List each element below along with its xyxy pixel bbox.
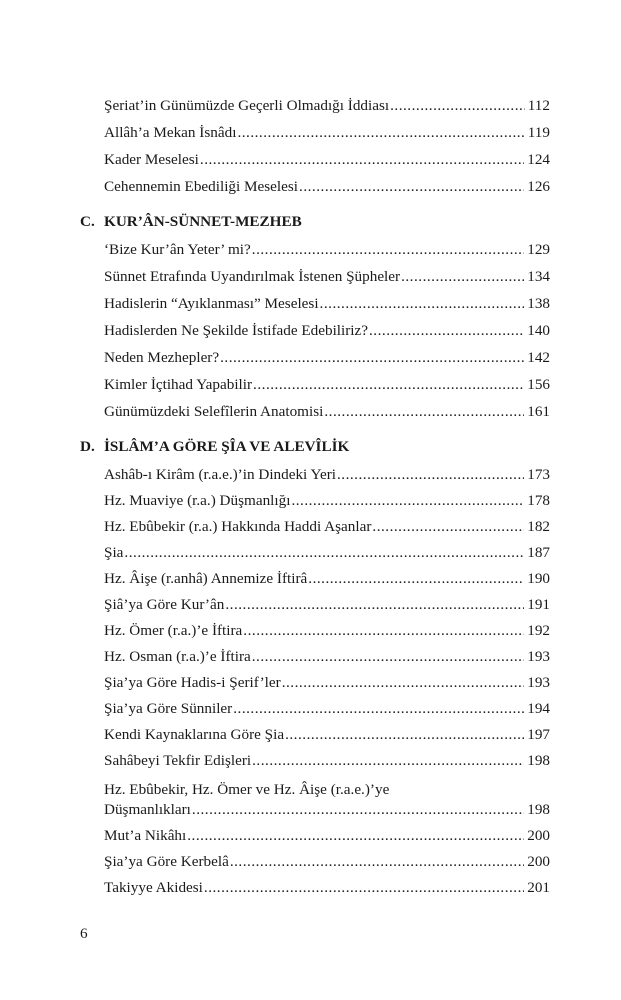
toc-entry[interactable] <box>104 267 550 286</box>
toc-entry-title: Düşmanlıkları <box>104 801 191 818</box>
toc-entry[interactable] <box>104 150 550 169</box>
toc-leader-dots <box>401 267 524 286</box>
toc-entry[interactable] <box>104 375 550 394</box>
toc-entry-title-line1: Hz. Ebûbekir, Hz. Ömer ve Hz. Âişe (r.a.e.)’ye <box>104 781 390 798</box>
toc-leader-dots <box>187 826 524 845</box>
toc-entry-page: 191 <box>527 596 550 613</box>
toc-entry-page: 119 <box>527 124 550 141</box>
toc-entry-title: Kendi Kaynaklarına Göre Şia <box>104 726 285 743</box>
toc-leader-dots <box>225 595 524 614</box>
toc-entry-title: Şia <box>104 544 124 561</box>
toc-entry-title: Hadislerin “Ayıklanması” Meselesi <box>104 295 319 312</box>
toc-entry-title: Mut’a Nikâhı <box>104 827 187 844</box>
toc-entry-page: 193 <box>527 648 550 665</box>
toc-entry-title: Hadislerden Ne Şekilde İstifade Edebiliriz? <box>104 322 368 339</box>
toc-entry[interactable] <box>104 491 550 510</box>
toc-entry-title: Şia’ya Göre Sünniler <box>104 700 233 717</box>
toc-entry-page: 198 <box>527 801 550 818</box>
toc-entry[interactable] <box>104 595 550 614</box>
toc-entry-title: Hz. Muaviye (r.a.) Düşmanlığı <box>104 492 291 509</box>
toc-leader-dots <box>252 647 524 666</box>
toc-entry-page: 124 <box>527 151 550 168</box>
toc-entry-page: 182 <box>527 518 550 535</box>
toc-entry-page: 112 <box>527 97 550 114</box>
toc-entry-title: Hz. Osman (r.a.)’e İftira <box>104 648 251 665</box>
toc-entry-page: 134 <box>527 268 550 285</box>
toc-entry-page: 201 <box>527 879 550 896</box>
toc-entry-title: Şiâ’ya Göre Kur’ân <box>104 596 225 613</box>
toc-entry-title: Kimler İçtihad Yapabilir <box>104 376 253 393</box>
toc-leader-dots <box>220 348 524 367</box>
toc-leader-dots <box>243 621 524 640</box>
toc-entry-page: 193 <box>527 674 550 691</box>
toc-entry[interactable] <box>104 826 550 845</box>
toc-entry[interactable] <box>104 751 550 770</box>
toc-entry-page: 198 <box>527 752 550 769</box>
toc-entry[interactable] <box>104 517 550 536</box>
toc-leader-dots <box>372 517 524 536</box>
toc-entry[interactable] <box>104 348 550 367</box>
toc-leader-dots <box>337 465 524 484</box>
section-letter: C. <box>80 213 95 230</box>
section-heading-d <box>80 437 349 456</box>
toc-entry[interactable] <box>104 673 550 692</box>
toc-entry-title: Şia’ya Göre Hadis-i Şerif’ler <box>104 674 281 691</box>
toc-entry-page: 178 <box>527 492 550 509</box>
toc-entry[interactable] <box>104 294 550 313</box>
section-title: İSLÂM’A GÖRE ŞÎA VE ALEVÎLİK <box>104 438 350 455</box>
toc-entry-title: Kader Meselesi <box>104 151 199 168</box>
toc-leader-dots <box>320 294 525 313</box>
toc-entry[interactable] <box>104 543 550 562</box>
toc-entry[interactable] <box>104 465 550 484</box>
toc-entry-title: Sahâbeyi Tekfir Edişleri <box>104 752 252 769</box>
toc-entry-page: 187 <box>527 544 550 561</box>
toc-entry-page: 161 <box>527 403 550 420</box>
toc-entry-page: 126 <box>527 178 550 195</box>
toc-leader-dots <box>237 123 524 142</box>
toc-entry[interactable] <box>104 240 550 259</box>
toc-leader-dots <box>252 751 524 770</box>
toc-leader-dots <box>369 321 524 340</box>
toc-leader-dots <box>308 569 524 588</box>
toc-entry-page: 142 <box>527 349 550 366</box>
section-heading-c <box>80 212 302 231</box>
toc-leader-dots <box>204 878 524 897</box>
toc-leader-dots <box>233 699 524 718</box>
toc-entry-title: Takiyye Akidesi <box>104 879 203 896</box>
toc-leader-dots <box>299 177 524 196</box>
toc-leader-dots <box>230 852 524 871</box>
toc-entry[interactable] <box>104 647 550 666</box>
toc-leader-dots <box>324 402 524 421</box>
toc-entry-title: Şia’ya Göre Kerbelâ <box>104 853 229 870</box>
toc-entry-page: 197 <box>527 726 550 743</box>
toc-entry[interactable] <box>104 621 550 640</box>
toc-entry-page: 156 <box>527 376 550 393</box>
toc-leader-dots <box>192 800 524 819</box>
toc-entry-title: Ashâb-ı Kirâm (r.a.e.)’in Dindeki Yeri <box>104 466 336 483</box>
toc-entry[interactable] <box>104 402 550 421</box>
toc-entry[interactable] <box>104 569 550 588</box>
section-title: KUR’ÂN-SÜNNET-MEZHEB <box>104 213 302 230</box>
toc-entry[interactable] <box>104 321 550 340</box>
toc-entry-title: Neden Mezhepler? <box>104 349 220 366</box>
toc-entry-page: 200 <box>527 827 550 844</box>
toc-entry-page: 129 <box>527 241 550 258</box>
toc-leader-dots <box>200 150 524 169</box>
toc-leader-dots <box>285 725 524 744</box>
toc-leader-dots <box>252 240 524 259</box>
toc-entry-title: Allâh’a Mekan İsnâdı <box>104 124 237 141</box>
toc-entry-page: 192 <box>527 622 550 639</box>
toc-entry-title: Hz. Ebûbekir (r.a.) Hakkında Haddi Aşanlar <box>104 518 372 535</box>
toc-entry[interactable] <box>104 878 550 897</box>
toc-leader-dots <box>124 543 524 562</box>
toc-entry-title: ‘Bize Kur’ân Yeter’ mi? <box>104 241 251 258</box>
toc-entry[interactable] <box>104 123 550 142</box>
toc-entry-title: Hz. Âişe (r.anhâ) Annemize İftirâ <box>104 570 308 587</box>
toc-entry[interactable] <box>104 699 550 718</box>
toc-leader-dots <box>253 375 524 394</box>
toc-leader-dots <box>291 491 524 510</box>
toc-entry[interactable] <box>104 96 550 115</box>
toc-entry-page: 138 <box>527 295 550 312</box>
toc-entry-page: 200 <box>527 853 550 870</box>
toc-entry-page: 140 <box>527 322 550 339</box>
toc-entry-title: Hz. Ömer (r.a.)’e İftira <box>104 622 243 639</box>
toc-entry[interactable] <box>104 852 550 871</box>
toc-entry[interactable] <box>104 725 550 744</box>
page-number: 6 <box>80 925 88 942</box>
toc-entry-title: Şeriat’in Günümüzde Geçerli Olmadığı İddiası <box>104 97 390 114</box>
toc-entry-title: Günümüzdeki Selefîlerin Anatomisi <box>104 403 324 420</box>
toc-leader-dots <box>390 96 525 115</box>
section-letter: D. <box>80 438 95 455</box>
toc-entry-page: 173 <box>527 466 550 483</box>
toc-entry-title: Cehennemin Ebediliği Meselesi <box>104 178 299 195</box>
toc-entry[interactable] <box>104 781 550 819</box>
toc-entry-page: 190 <box>527 570 550 587</box>
toc-entry-page: 194 <box>527 700 550 717</box>
toc-entry[interactable] <box>104 177 550 196</box>
toc-leader-dots <box>282 673 525 692</box>
toc-entry-title: Sünnet Etrafında Uyandırılmak İstenen Şüpheler <box>104 268 401 285</box>
